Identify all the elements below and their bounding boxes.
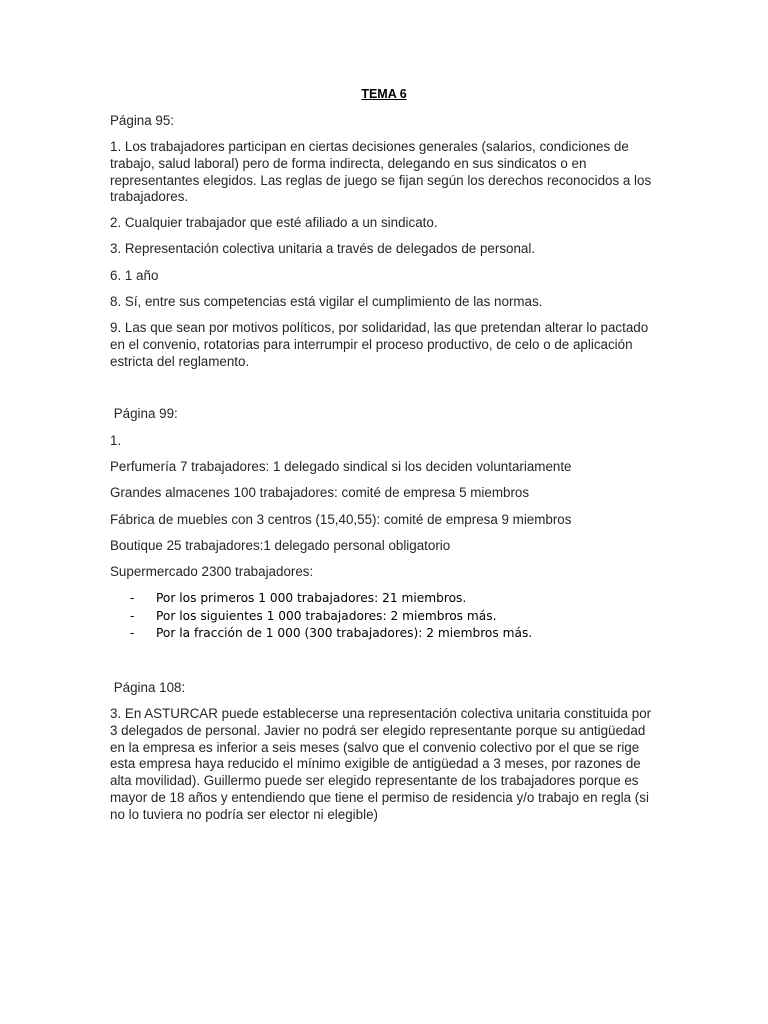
section-heading-108: Página 108:	[110, 680, 186, 695]
list-item	[130, 590, 532, 608]
bullet-dash: -	[130, 608, 135, 623]
answer-95-3: 3. Representación colectiva unitaria a través de delegados de personal.	[110, 241, 536, 256]
answer-99-number: 1.	[110, 433, 122, 448]
answer-95-1: 1. Los trabajadores participan en ciertas decisiones generales (salarios, condiciones de trabajo, salud laboral) pero de forma indirecta, delegando en sus sindicatos o en representantes elegidos. Las reglas de juego se fijan según los derechos reconocidos a los trabajadores.	[110, 139, 652, 205]
list-item	[130, 608, 532, 626]
answer-99-perfumeria: Perfumería 7 trabajadores: 1 delegado sindical si los deciden voluntariamente	[110, 459, 572, 474]
answer-99-grandes-almacenes: Grandes almacenes 100 trabajadores: comité de empresa 5 miembros	[110, 485, 530, 500]
answer-95-8: 8. Sí, entre sus competencias está vigilar el cumplimiento de las normas.	[110, 294, 543, 309]
list-item	[130, 625, 532, 643]
answer-99-supermercado: Supermercado 2300 trabajadores:	[110, 564, 314, 579]
section-heading-99: Página 99:	[110, 406, 178, 421]
supermercado-breakdown-list	[130, 590, 532, 643]
list-item-text: Por los primeros 1 000 trabajadores: 21 miembros.	[156, 591, 467, 605]
document-title: TEMA 6	[361, 87, 407, 101]
list-item-text: Por los siguientes 1 000 trabajadores: 2 miembros más.	[156, 608, 497, 623]
answer-99-fabrica-muebles: Fábrica de muebles con 3 centros (15,40,55): comité de empresa 9 miembros	[110, 512, 572, 527]
answer-99-boutique: Boutique 25 trabajadores:1 delegado personal obligatorio	[110, 538, 451, 553]
answer-95-6: 6. 1 año	[110, 268, 159, 283]
bullet-dash: -	[130, 626, 135, 641]
bullet-dash: -	[130, 591, 135, 605]
list-item-text: Por la fracción de 1 000 (300 trabajadores): 2 miembros más.	[156, 626, 533, 641]
section-heading-95: Página 95:	[110, 113, 175, 128]
answer-95-9: 9. Las que sean por motivos políticos, por solidaridad, las que pretendan alterar lo pactado en el convenio, rotatorias para interrumpir el proceso productivo, de celo o de aplicación estricta del reglamento.	[110, 320, 649, 369]
answer-108-3: 3. En ASTURCAR puede establecerse una representación colectiva unitaria constituida por 3 delegados de personal. Javier no podrá ser elegido representante porque su antigüedad en la empresa es inferior a seis meses (salvo que el convenio colectivo por el que se rige esta empresa haya reducido el mínimo exigible de antigüedad a 3 meses, por razones de alta movilidad). Guillermo puede ser elegido representante de los trabajadores porque es mayor de 18 años y entendiendo que tiene el permiso de residencia y/o trabajo en regla (si no lo tuviera no podría ser elector ni elegible)	[110, 706, 652, 822]
answer-95-2: 2. Cualquier trabajador que esté afiliado a un sindicato.	[110, 215, 438, 230]
